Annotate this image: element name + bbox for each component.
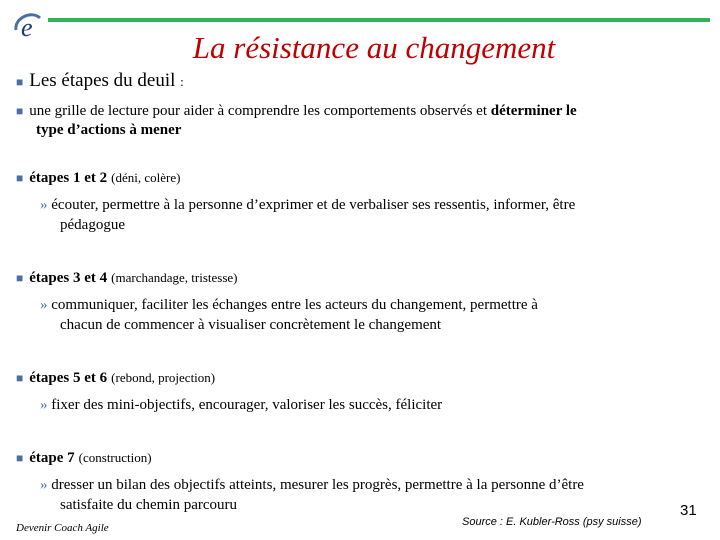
square-bullet-icon: ■: [16, 104, 24, 118]
chevron-right-icon: »: [40, 397, 52, 413]
step-heading: ■ étapes 3 et 4 (marchandage, tristesse): [16, 270, 238, 286]
step-heading: ■ étape 7 (construction): [16, 450, 152, 466]
svg-text:e: e: [21, 13, 33, 42]
intro-paragraph: ■ une grille de lecture pour aider à comprendre les comportements observés et déterminer le type d’actions à mener: [16, 103, 577, 138]
header-rule: [48, 18, 710, 22]
chevron-right-icon: »: [40, 477, 52, 493]
step-description: » écouter, permettre à la personne d’exprimer et de verbaliser ses ressentis, informer, être pédagogue: [40, 197, 576, 233]
square-bullet-icon: ■: [16, 271, 24, 285]
step-description: » communiquer, faciliter les échanges entre les acteurs du changement, permettre à chacun de commencer à visualiser concrètement le changement: [40, 297, 538, 333]
step-heading: ■ étapes 1 et 2 (déni, colère): [16, 170, 181, 186]
square-bullet-icon: ■: [16, 75, 24, 89]
square-bullet-icon: ■: [16, 171, 24, 185]
source-credit: Source : E. Kubler-Ross (psy suisse): [462, 516, 642, 528]
step-heading: ■ étapes 5 et 6 (rebond, projection): [16, 370, 216, 386]
page-title: La résistance au changement: [192, 30, 556, 65]
footer-course: Devenir Coach Agile: [16, 522, 109, 534]
chevron-right-icon: »: [40, 197, 52, 213]
step-description: » dresser un bilan des objectifs atteints, mesurer les progrès, permettre à la personne d’être satisfaite du chemin parcouru: [40, 477, 584, 513]
section-heading: ■ Les étapes du deuil :: [16, 70, 184, 91]
step-description: » fixer des mini-objectifs, encourager, valoriser les succès, féliciter: [40, 397, 443, 413]
square-bullet-icon: ■: [16, 371, 24, 385]
page-number: 31: [680, 502, 697, 519]
square-bullet-icon: ■: [16, 451, 24, 465]
chevron-right-icon: »: [40, 297, 52, 313]
